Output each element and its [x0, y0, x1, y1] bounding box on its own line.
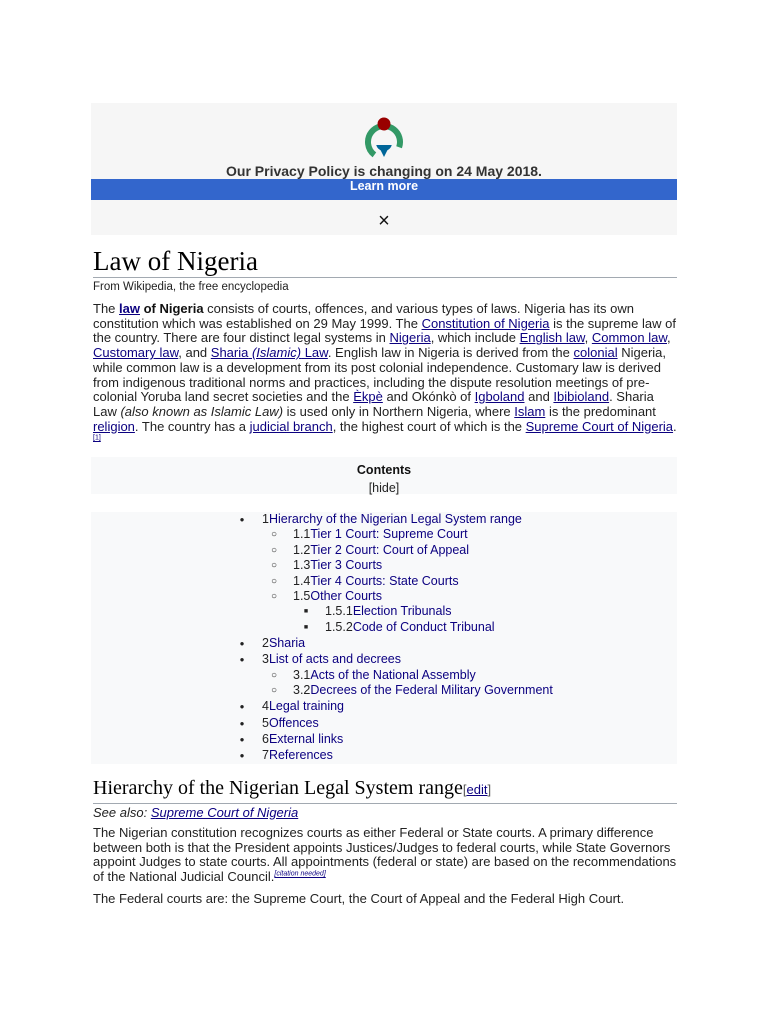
section-heading: [93, 775, 677, 804]
toc-number: 1.3: [293, 558, 311, 572]
nigeria-link[interactable]: Nigeria: [389, 330, 431, 346]
toc-number: 3.2: [293, 683, 311, 697]
toc-item[interactable]: [91, 589, 677, 604]
edit-section: [463, 782, 491, 797]
toc-link[interactable]: List of acts and decrees: [268, 652, 401, 666]
supreme-court-link[interactable]: Supreme Court of Nigeria: [525, 418, 674, 434]
lead-italic-text: (also known as Islamic Law): [120, 403, 284, 419]
toc-number: 1.2: [293, 543, 311, 557]
toc-item[interactable]: [91, 716, 677, 731]
igboland-link[interactable]: Igboland: [474, 389, 525, 405]
toc-number: 5: [262, 716, 269, 730]
toc-number: 1.5.1: [325, 604, 353, 618]
lead-text: ,: [584, 330, 592, 346]
toc-item[interactable]: [91, 668, 677, 683]
toc-item[interactable]: [91, 652, 677, 667]
toc-number: 1.5: [293, 589, 311, 603]
law-link[interactable]: law: [119, 301, 140, 316]
toc-bullet-icon: ●: [239, 735, 245, 744]
toc-link[interactable]: Tier 3 Courts: [310, 558, 383, 572]
reference-link[interactable]: [1]: [93, 435, 101, 442]
lead-text: .: [673, 418, 677, 434]
close-icon[interactable]: ×: [378, 210, 390, 232]
see-also-label: See also:: [93, 805, 151, 820]
lead-text: . Sharia Law: [93, 389, 654, 419]
toc-number: 4: [262, 699, 269, 713]
lead-text: Nigeria, while common law is a development from its post colonial independence. Customary law is derived from indigenous traditional norms and practices, including the dispute resolution meetings of pre-colonial Yoruba land secret societies and the: [93, 345, 667, 405]
lead-text: . English law in Nigeria is derived from the: [327, 345, 574, 361]
toc-item[interactable]: [91, 543, 677, 558]
toc-link[interactable]: Tier 4 Courts: State Courts: [310, 574, 459, 588]
paragraph-text: The Nigerian constitution recognizes courts as either Federal or State courts. A primary difference between both is that the President appoints Justices/Judges to federal courts, while State Governors appoint Judges to state courts. All appointments (federal or state) are based on the recommendations of the National Judicial Council.: [93, 825, 677, 885]
lead-bold-text: of Nigeria: [139, 301, 204, 316]
lead-text: , and: [178, 345, 211, 361]
constitution-link[interactable]: Constitution of Nigeria: [421, 315, 550, 331]
ekpe-link[interactable]: Èkpè: [353, 389, 383, 405]
customary-law-link[interactable]: Customary law: [93, 345, 179, 361]
toc-link[interactable]: Hierarchy of the Nigerian Legal System range: [268, 512, 522, 526]
wikimedia-logo-icon: [359, 115, 409, 165]
toc-number: 1: [262, 512, 269, 526]
toc-bullet-icon: ●: [239, 719, 245, 728]
toc-number: 7: [262, 748, 269, 762]
toc-bullet-icon: ○: [270, 576, 278, 587]
toc-hide-toggle[interactable]: [hide]: [368, 481, 400, 495]
section-paragraph: The Federal courts are: the Supreme Court, the Court of Appeal and the Federal High Court.: [93, 891, 625, 906]
english-law-link[interactable]: English law: [519, 330, 585, 346]
toc-item[interactable]: [91, 683, 677, 698]
citation-needed-link[interactable]: [citation needed]: [274, 870, 326, 878]
sharia-link[interactable]: [211, 345, 328, 360]
lead-text: is the supreme law of the country. There are four distinct legal systems in: [93, 315, 676, 346]
lead-text: is the predominant: [545, 403, 656, 419]
toc-bullet-icon: ○: [270, 670, 278, 681]
toc-number: 3.1: [293, 668, 311, 682]
toc-item[interactable]: [91, 732, 677, 747]
section-heading-text: Hierarchy of the Nigerian Legal System range: [93, 777, 463, 799]
toc-item[interactable]: [91, 574, 677, 589]
ibibioland-link[interactable]: Ibibioland: [553, 389, 610, 405]
toc-list: [91, 512, 677, 764]
toc-link[interactable]: Sharia: [268, 636, 306, 650]
islam-link[interactable]: Islam: [514, 403, 546, 419]
toc-number: 1.4: [293, 574, 311, 588]
lead-text: The: [93, 301, 120, 316]
toc-link[interactable]: Tier 2 Court: Court of Appeal: [310, 543, 470, 557]
toc-number: 1.1: [293, 527, 311, 541]
tagline: From Wikipedia, the free encyclopedia: [93, 281, 289, 293]
toc-title: Contents: [356, 463, 412, 477]
lead-text: ,: [667, 330, 671, 346]
toc-bullet-icon: ○: [270, 685, 278, 696]
toc-bullet-icon: ○: [270, 545, 278, 556]
toc-number: 3: [262, 652, 269, 666]
toc-bullet-icon: ○: [270, 529, 278, 540]
toc-bullet-icon: ●: [239, 639, 245, 648]
toc-link[interactable]: External links: [268, 732, 344, 746]
edit-link[interactable]: edit: [466, 782, 488, 797]
toc-link[interactable]: Other Courts: [310, 589, 382, 603]
law-link-text: Law: [301, 345, 328, 361]
toc-bullet-icon: ○: [270, 560, 278, 571]
toc-number: 1.5.2: [325, 620, 353, 634]
toc-link[interactable]: References: [268, 748, 333, 762]
toc-header: [91, 457, 677, 494]
toc-link[interactable]: Tier 1 Court: Supreme Court: [310, 527, 468, 541]
toc-bullet-icon: ●: [239, 751, 245, 760]
toc-item[interactable]: [91, 604, 677, 619]
privacy-banner: [91, 103, 677, 235]
religion-link[interactable]: religion: [93, 418, 135, 434]
toc-number: 6: [262, 732, 269, 746]
toc-link[interactable]: Acts of the National Assembly: [310, 668, 476, 682]
colonial-link[interactable]: colonial: [573, 345, 618, 361]
toc-item[interactable]: [91, 512, 677, 527]
toc-link[interactable]: Decrees of the Federal Military Government: [310, 683, 553, 697]
toc-item[interactable]: [91, 636, 677, 651]
edit-bracket: ]: [487, 782, 492, 797]
lead-text: and Okónkò of: [382, 389, 475, 405]
lead-text: , the highest court of which is the: [332, 418, 526, 434]
lead-text: is used only in Northern Nigeria, where: [283, 403, 515, 419]
toc-item[interactable]: [91, 527, 677, 542]
see-also-hatnote: [93, 805, 298, 820]
edit-bracket: [: [462, 782, 467, 797]
toc-bullet-icon: ■: [303, 624, 309, 631]
toc-item[interactable]: [91, 620, 677, 635]
toc-bullet-icon: ■: [303, 608, 309, 615]
lead-text: consists of courts, offences, and various types of laws. Nigeria has its own constitution which was established on 29 May 1999. The: [93, 301, 634, 331]
toc-link[interactable]: Election Tribunals: [352, 604, 452, 618]
toc-bullet-icon: ○: [270, 591, 278, 602]
privacy-notice-text: Our Privacy Policy is changing on 24 May 2018.: [226, 163, 542, 179]
see-also-link[interactable]: Supreme Court of Nigeria: [150, 805, 299, 820]
lead-text: . The country has a: [134, 418, 250, 434]
section-paragraph: [93, 826, 677, 885]
toc-link[interactable]: Code of Conduct Tribunal: [352, 620, 495, 634]
lead-paragraph: [93, 302, 677, 449]
judicial-branch-link[interactable]: judicial branch: [249, 418, 333, 434]
toc-number: 2: [262, 636, 269, 650]
toc-item[interactable]: [91, 558, 677, 573]
toc-link[interactable]: Legal training: [268, 699, 345, 713]
page-title: Law of Nigeria: [93, 245, 677, 278]
toc-bullet-icon: ●: [239, 515, 245, 524]
toc-item[interactable]: [91, 699, 677, 714]
islamic-link-text: (Islamic): [248, 345, 302, 361]
lead-text: and: [524, 389, 554, 405]
common-law-link[interactable]: Common law: [591, 330, 667, 346]
toc-bullet-icon: ●: [239, 655, 245, 664]
toc-bullet-icon: ●: [239, 702, 245, 711]
sharia-link-text: Sharia: [210, 345, 249, 361]
lead-text: , which include: [430, 330, 520, 346]
toc-item[interactable]: [91, 748, 677, 763]
learn-more-button[interactable]: Learn more: [91, 179, 677, 200]
toc-link[interactable]: Offences: [268, 716, 319, 730]
